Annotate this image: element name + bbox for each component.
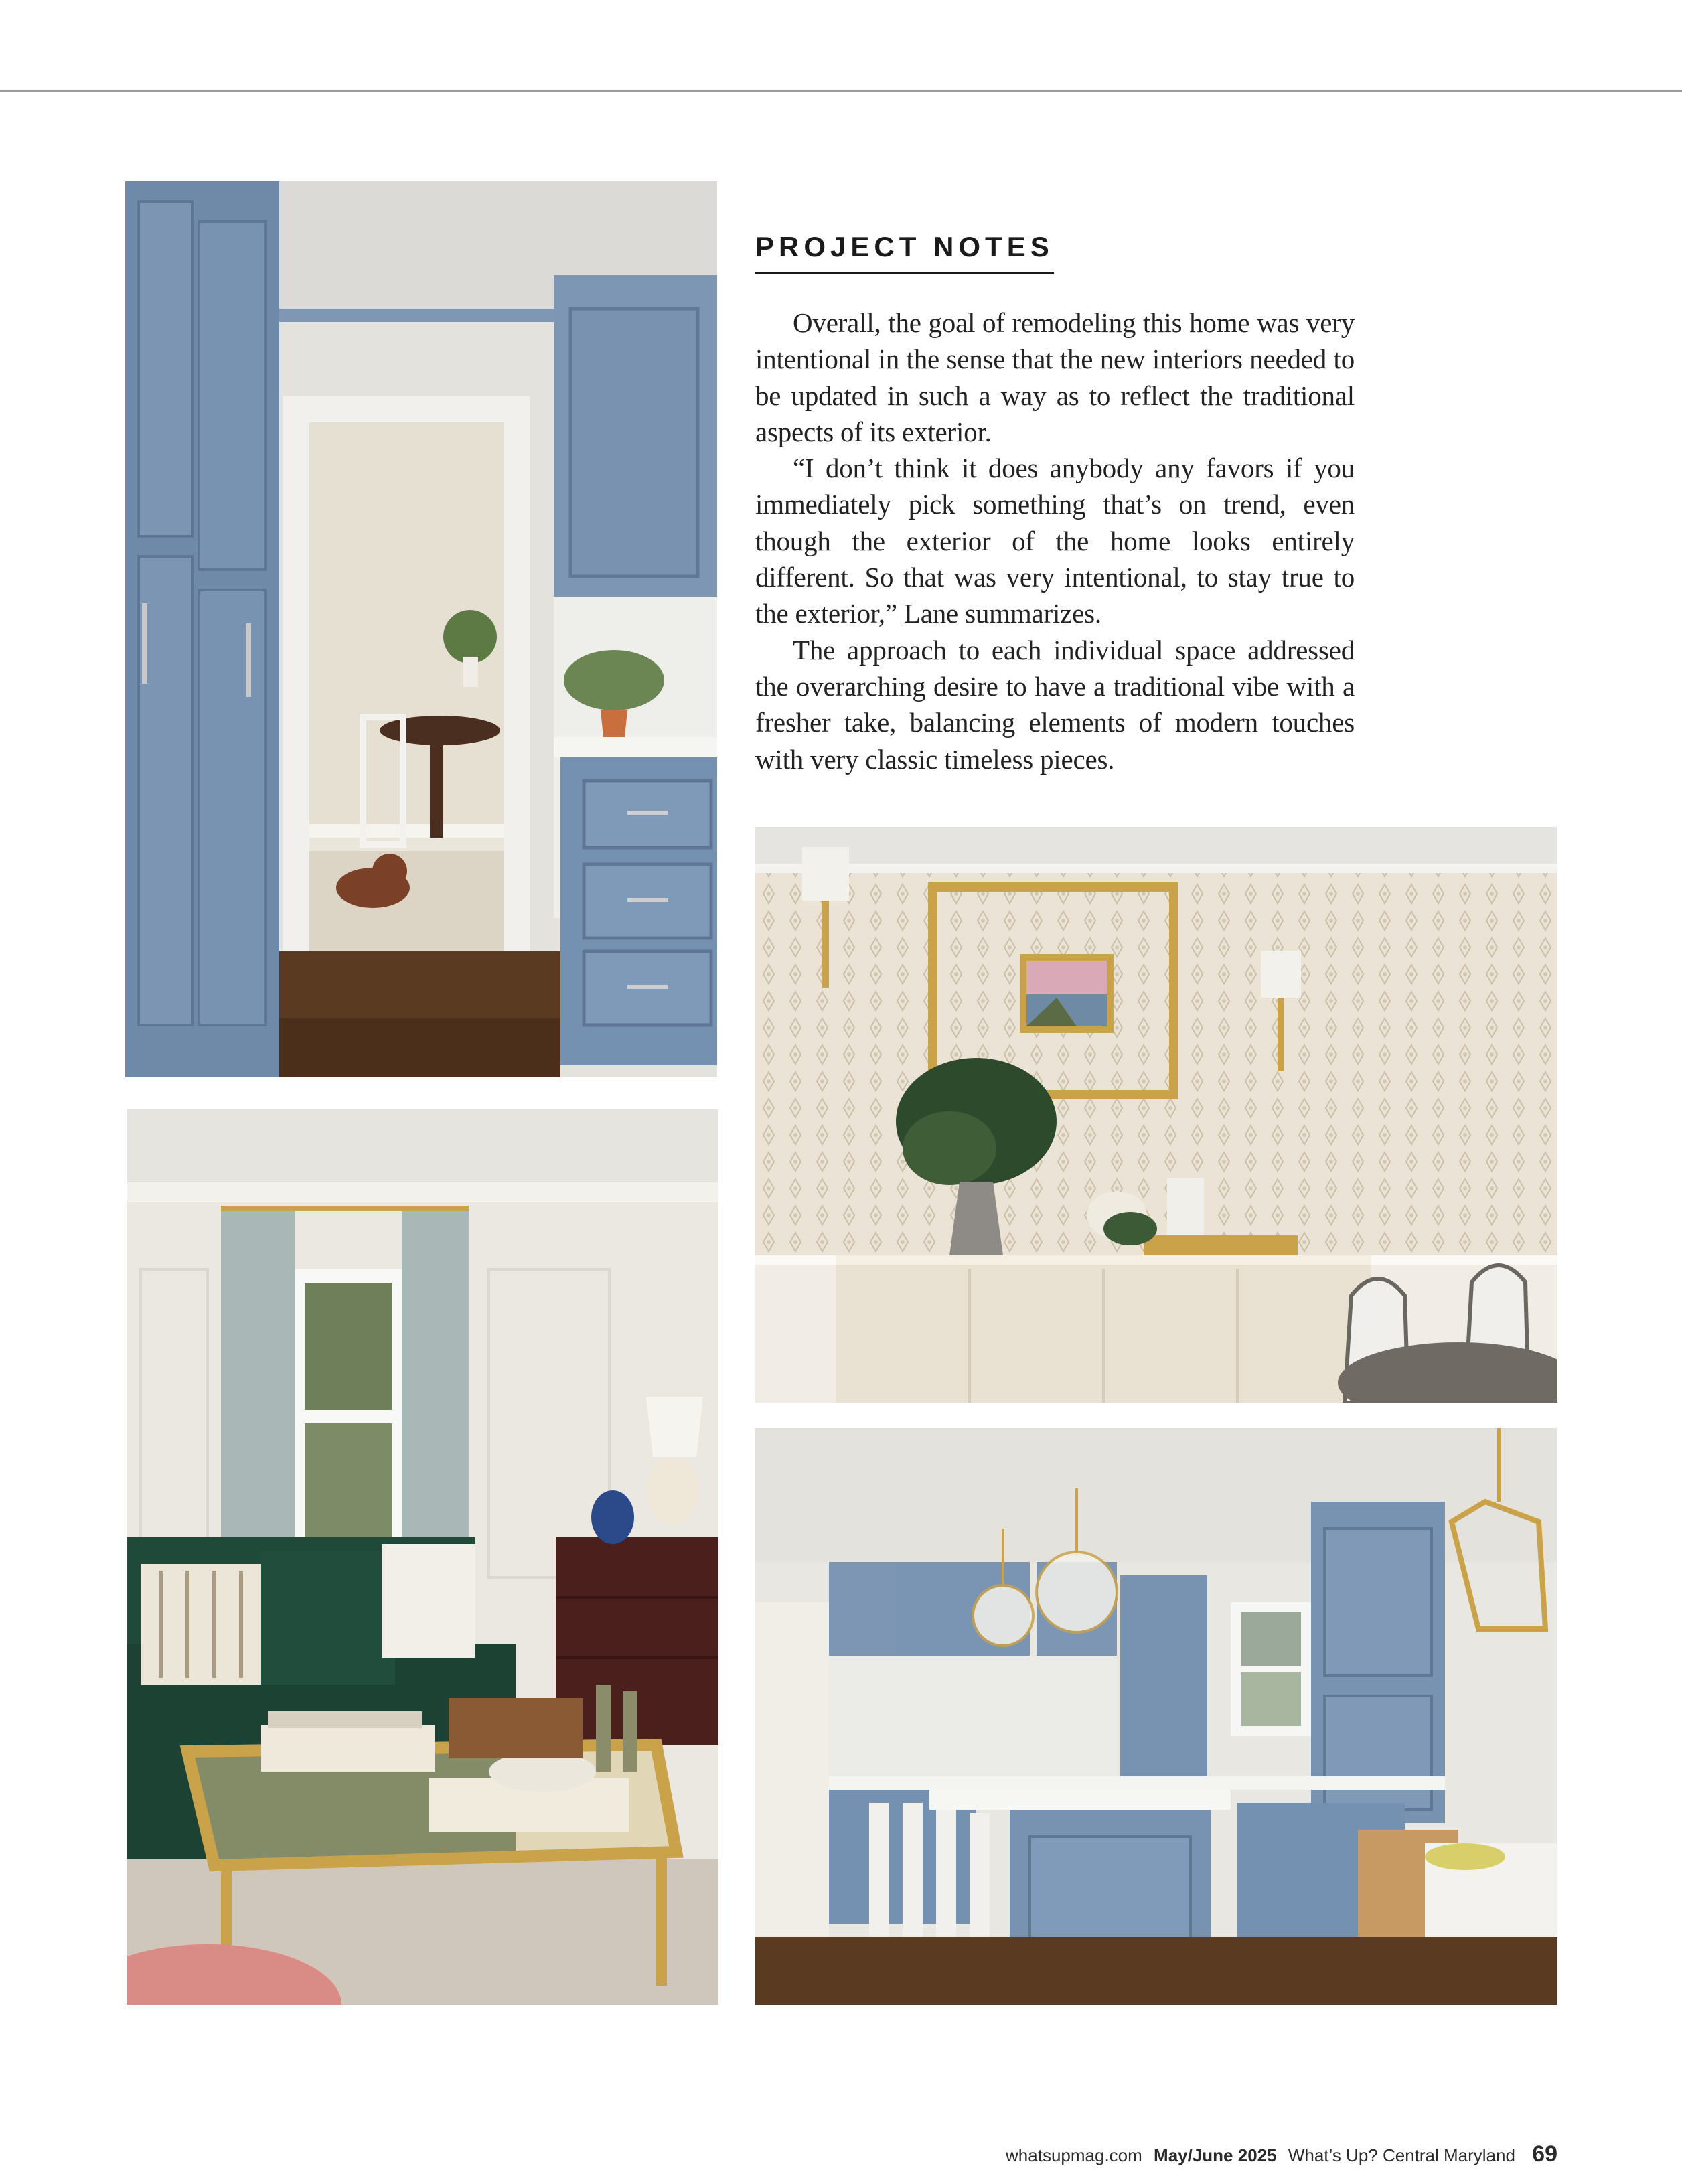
page-footer: [1006, 2141, 1557, 2167]
hallway-cabinets-photo: [125, 181, 717, 1077]
kitchen-photo: [755, 1428, 1557, 2005]
article-paragraph: The approach to each individual space addressed the overarching desire to have a traditional vibe with a fresher take, balancing elements of modern touches with very classic timeless pieces.: [755, 634, 1355, 775]
footer-publication: What’s Up? Central Maryland: [1288, 2145, 1515, 2165]
article-paragraph: Overall, the goal of remodeling this home was very intentional in the sense that the new interiors needed to be updated in such a way as to reflect the traditional aspects of its exterior.: [755, 307, 1355, 447]
living-room-photo: [127, 1109, 718, 2005]
project-notes-article: [755, 231, 1355, 777]
article-paragraph: “I don’t think it does anybody any favors if you immediately pick something that’s on trend, even though the exterior of the home looks entirely different. So that was very intentional, to stay true to the exterior,” Lane summarizes.: [755, 453, 1355, 629]
top-rule: [0, 90, 1682, 92]
section-heading: PROJECT NOTES: [755, 231, 1054, 274]
footer-issue: May/June 2025: [1154, 2145, 1277, 2165]
footer-site: whatsupmag.com: [1006, 2145, 1142, 2165]
dining-room-photo: [755, 827, 1557, 1403]
article-body: [755, 305, 1355, 777]
page-number: 69: [1532, 2141, 1557, 2167]
